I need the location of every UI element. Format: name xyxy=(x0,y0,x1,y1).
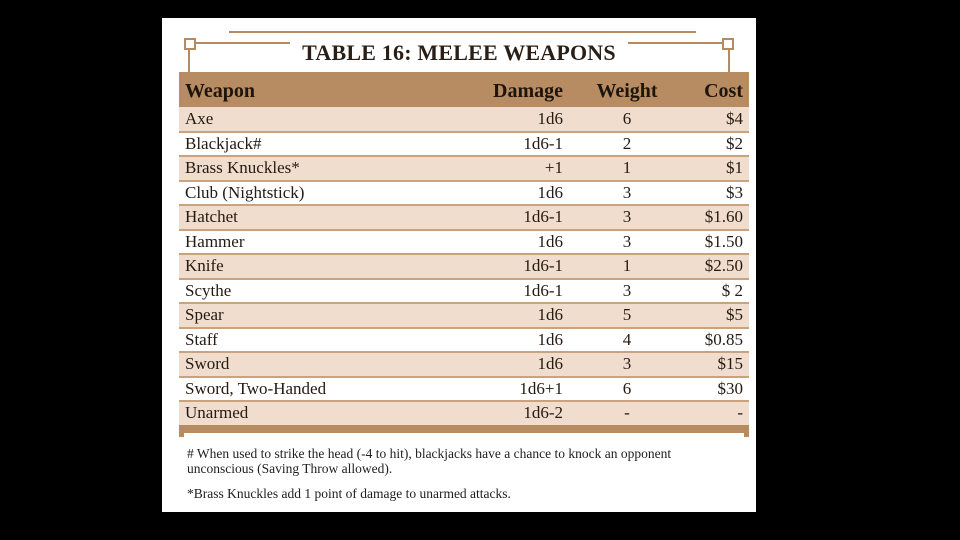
cell-damage: 1d6+1 xyxy=(519,378,563,398)
table-row xyxy=(179,230,749,255)
cell-cost: $30 xyxy=(717,378,743,398)
cell-damage: +1 xyxy=(544,158,563,178)
footnotes xyxy=(187,446,727,511)
rule-ornament-icon xyxy=(744,432,749,437)
document-page xyxy=(162,18,756,512)
cell-weight: - xyxy=(624,403,630,423)
cell-damage: 1d6 xyxy=(537,354,563,374)
table-row xyxy=(179,401,749,426)
cell-weapon: Hatchet xyxy=(185,207,238,227)
cell-damage: 1d6 xyxy=(537,329,563,349)
cell-damage: 1d6-1 xyxy=(523,207,563,227)
cell-damage: 1d6 xyxy=(537,305,563,325)
table-row xyxy=(179,377,749,402)
cell-cost: - xyxy=(737,403,743,423)
footnote-brass-knuckles: *Brass Knuckles add 1 point of damage to unarmed attacks. xyxy=(187,486,511,501)
cell-weapon: Blackjack# xyxy=(185,133,262,153)
cell-damage: 1d6 xyxy=(537,182,563,202)
cell-damage: 1d6-2 xyxy=(523,403,563,423)
table-row xyxy=(179,254,749,279)
cell-weapon: Unarmed xyxy=(185,403,249,423)
column-header-damage: Damage xyxy=(493,80,563,102)
table-row xyxy=(179,132,749,157)
table-row xyxy=(179,205,749,230)
cell-weight: 3 xyxy=(622,207,632,227)
table-row xyxy=(179,107,749,132)
cell-weapon: Club (Nightstick) xyxy=(185,182,305,202)
cell-weapon: Axe xyxy=(185,108,214,128)
cell-damage: 1d6-1 xyxy=(523,133,563,153)
cell-weight: 4 xyxy=(622,329,632,349)
table-row xyxy=(179,352,749,377)
cell-cost: $2 xyxy=(726,133,743,153)
cell-weapon: Staff xyxy=(185,329,218,349)
column-header-weight: Weight xyxy=(596,80,658,102)
cell-weight: 6 xyxy=(622,378,632,398)
table-header-row xyxy=(179,72,749,107)
cell-cost: $5 xyxy=(726,305,743,325)
cell-weapon: Hammer xyxy=(185,231,245,251)
cell-weight: 3 xyxy=(622,354,632,374)
cell-weight: 1 xyxy=(622,158,632,178)
cell-cost: $ 2 xyxy=(721,280,743,300)
table-title: TABLE 16: MELEE WEAPONS xyxy=(302,40,616,65)
rule-ornament-icon xyxy=(179,432,184,437)
cell-cost: $0.85 xyxy=(704,329,743,349)
table-row xyxy=(179,156,749,181)
cell-weapon: Sword xyxy=(185,354,230,374)
cell-weapon: Brass Knuckles* xyxy=(185,158,300,178)
cell-weight: 3 xyxy=(622,182,632,202)
column-header-cost: Cost xyxy=(704,80,743,102)
melee-weapons-table xyxy=(179,72,749,427)
table-row xyxy=(179,328,749,353)
table-row xyxy=(179,279,749,304)
cell-weapon: Sword, Two-Handed xyxy=(185,378,327,398)
cell-weapon: Knife xyxy=(185,256,224,276)
cell-weapon: Scythe xyxy=(185,280,232,300)
title-frame-top-rule xyxy=(229,31,696,33)
table-bottom-rule xyxy=(179,425,749,433)
cell-weight: 3 xyxy=(622,231,632,251)
cell-cost: $1.50 xyxy=(704,231,743,251)
cell-damage: 1d6 xyxy=(537,108,563,128)
cell-weight: 5 xyxy=(622,305,632,325)
cell-cost: $2.50 xyxy=(704,256,743,276)
table-body xyxy=(179,107,749,426)
cell-weight: 6 xyxy=(622,108,632,128)
cell-damage: 1d6 xyxy=(537,231,563,251)
cell-damage: 1d6-1 xyxy=(523,280,563,300)
cell-weight: 3 xyxy=(622,280,632,300)
column-header-weapon: Weapon xyxy=(185,80,256,102)
table-row xyxy=(179,303,749,328)
cell-cost: $1.60 xyxy=(704,207,743,227)
cell-cost: $1 xyxy=(726,158,743,178)
table-row xyxy=(179,181,749,206)
cell-weapon: Spear xyxy=(185,305,224,325)
cell-cost: $3 xyxy=(726,182,743,202)
cell-weight: 2 xyxy=(622,133,632,153)
cell-damage: 1d6-1 xyxy=(523,256,563,276)
footnote-blackjack: # When used to strike the head (-4 to hit), blackjacks have a chance to knock an opponent unconscious (Saving Throw allowed). xyxy=(187,446,672,476)
cell-cost: $4 xyxy=(726,108,743,128)
cell-cost: $15 xyxy=(717,354,743,374)
cell-weight: 1 xyxy=(622,256,632,276)
